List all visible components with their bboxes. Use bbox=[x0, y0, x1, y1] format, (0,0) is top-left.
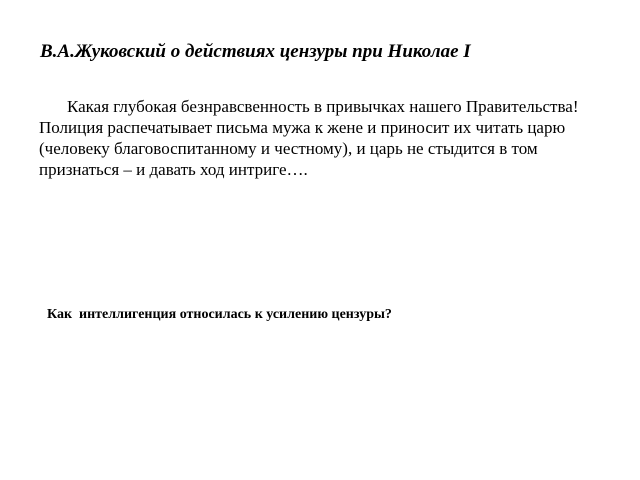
quote-paragraph: Какая глубокая безнравсвенность в привычках нашего Правительства! Полиция распечатывает письма мужа к жене и приносит их читать царю (человеку благовоспитанному и честному), и царь не стыдится в том признаться – и давать ход интриге…. bbox=[39, 97, 579, 179]
slide-title: В.А.Жуковский о действиях цензуры при Николае I bbox=[40, 41, 471, 62]
discussion-question: Как интеллигенция относилась к усилению цензуры? bbox=[47, 307, 392, 322]
